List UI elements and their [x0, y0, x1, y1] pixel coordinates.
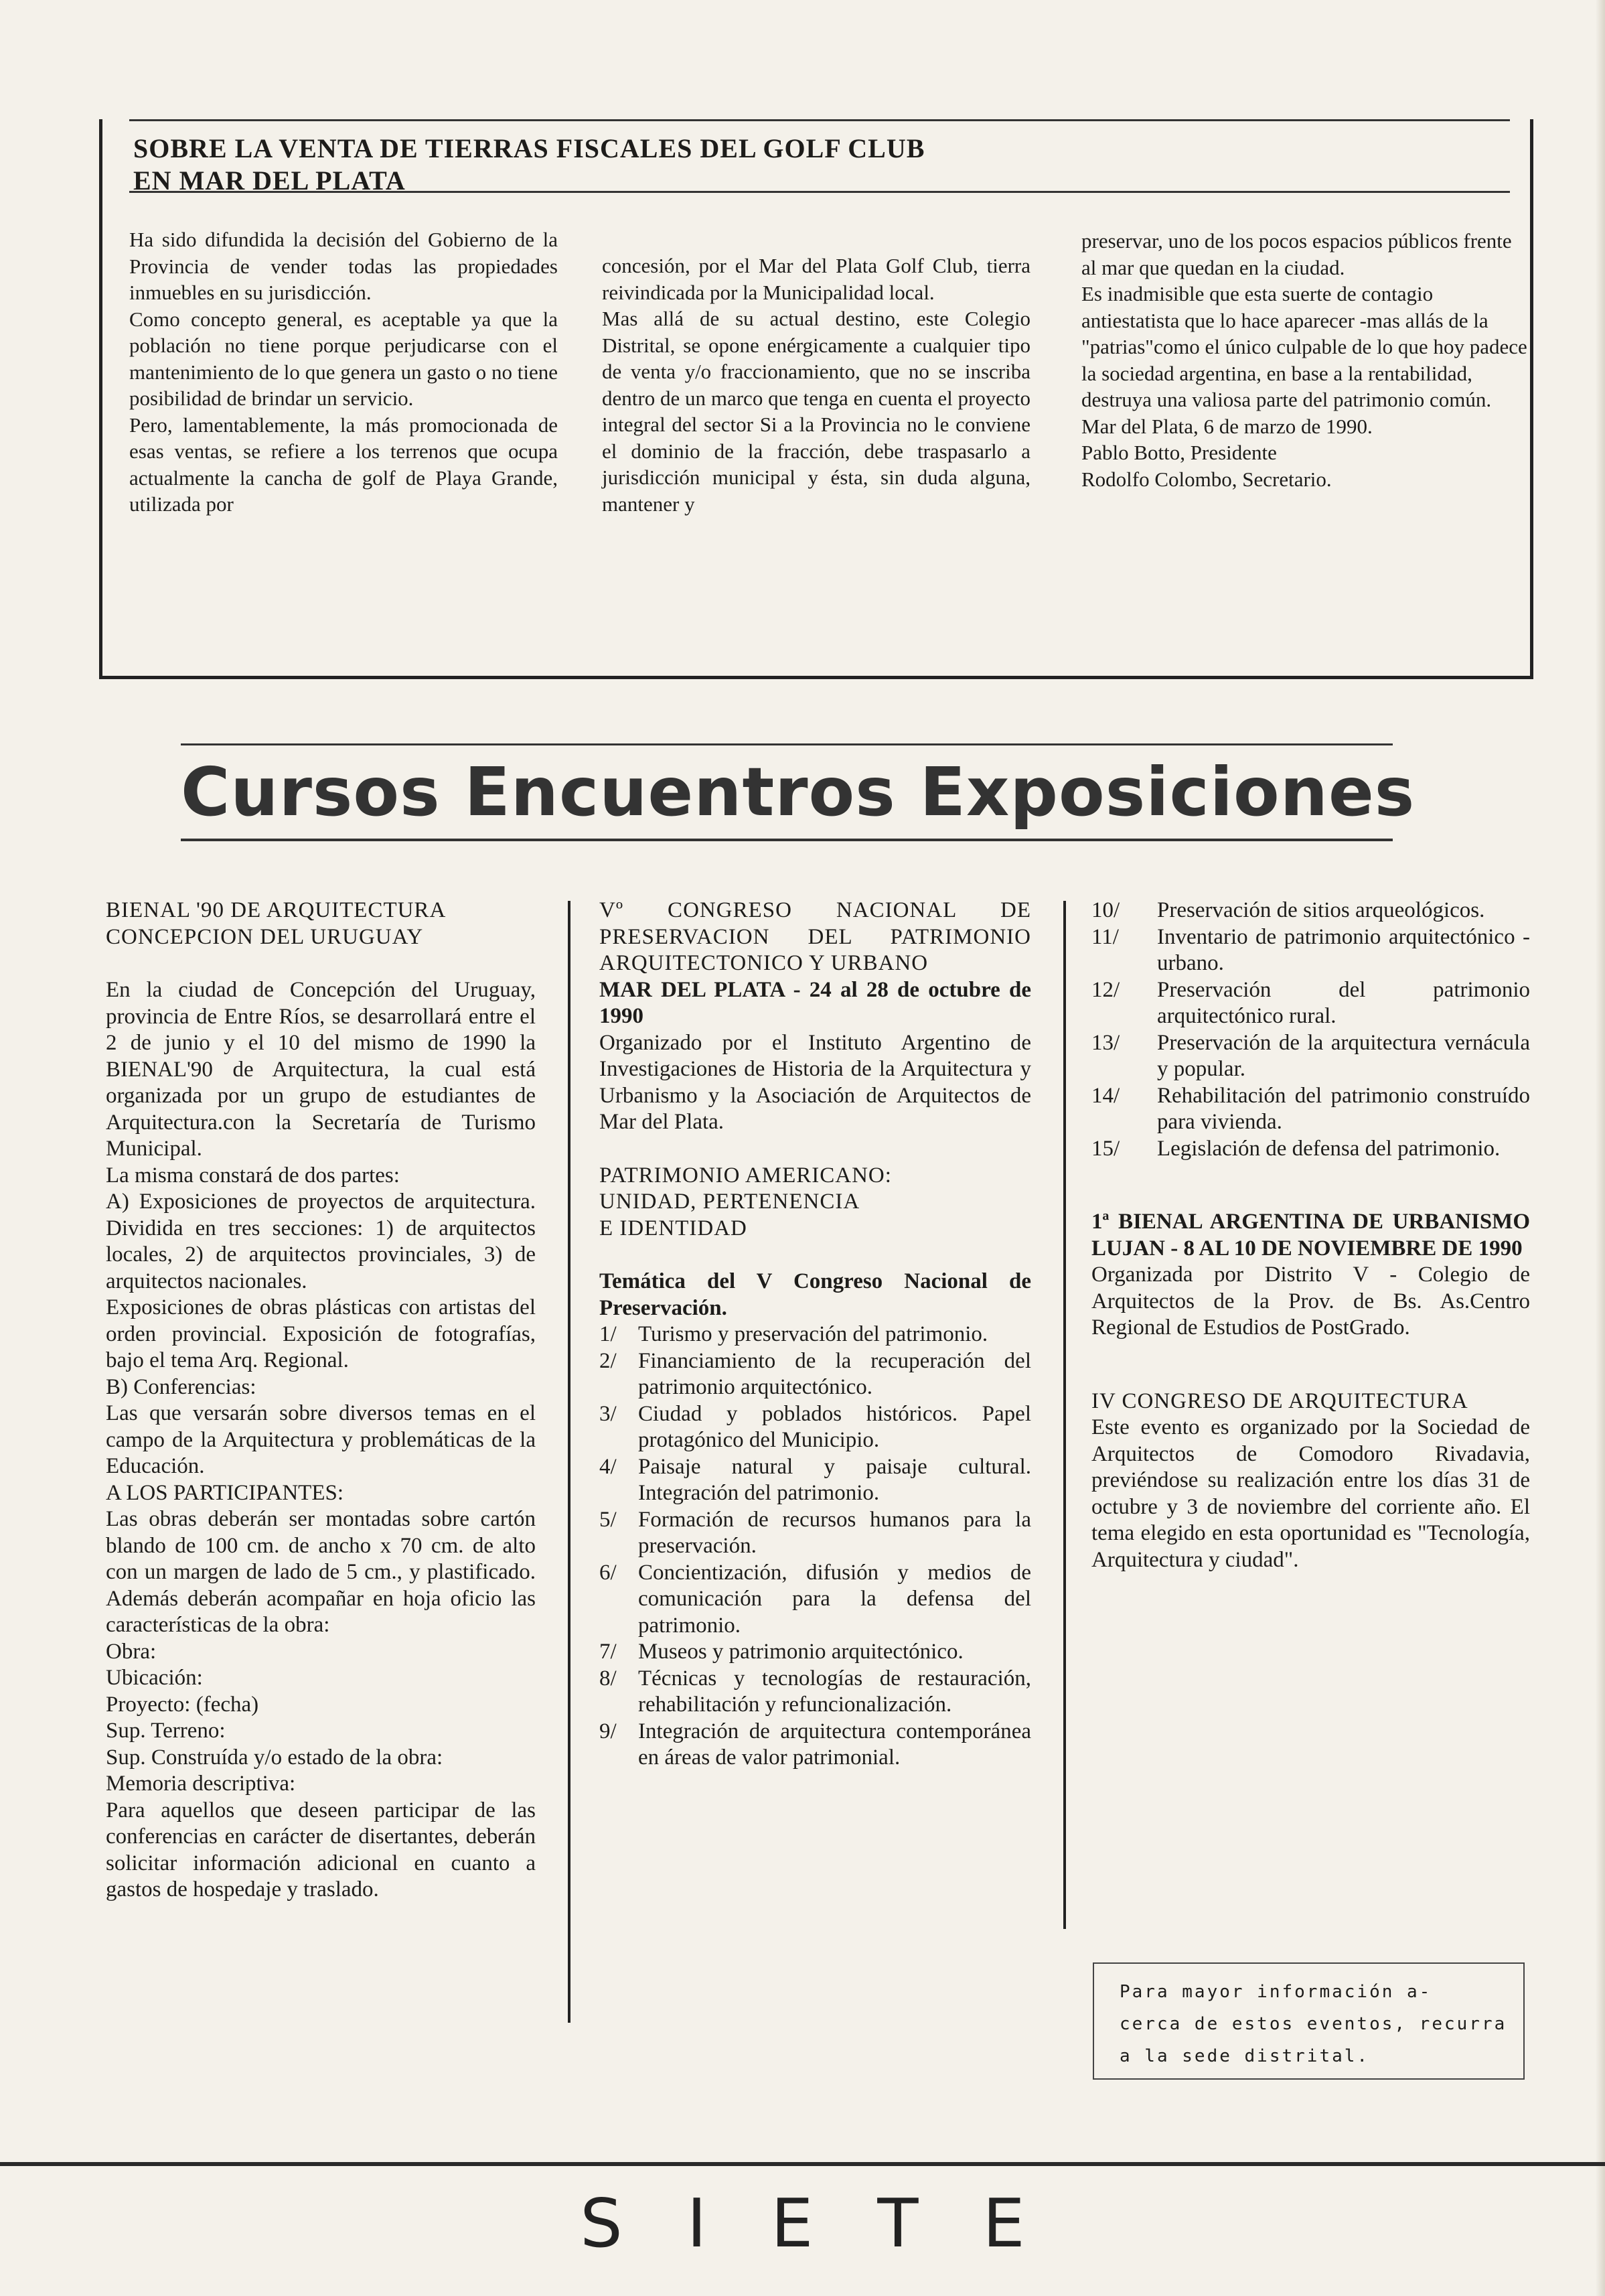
- topic-text: Legislación de defensa del patrimonio.: [1157, 1136, 1501, 1161]
- congress-place-date: MAR DEL PLATA - 24 al 28 de octubre de 1990: [599, 977, 1031, 1028]
- column-bienal-90: [106, 898, 536, 1904]
- letter-column-2: [602, 253, 1030, 517]
- congreso-arquitectura-heading: IV CONGRESO DE ARQUITECTURA: [1091, 1388, 1468, 1413]
- topic-text: Preservación del patrimonio arquitectónico rural.: [1157, 977, 1530, 1028]
- letter-paragraph: Ha sido difundida la decisión del Gobierno de la Provincia de vender todas las propiedades inmuebles en su jurisdicción.: [129, 228, 558, 304]
- patrimonio-heading-3: E IDENTIDAD: [599, 1216, 747, 1240]
- letter-paragraph: concesión, por el Mar del Plata Golf Club, tierra reivindicada por la Municipalidad local.: [602, 254, 1030, 304]
- letter-paragraph: preservar, uno de los pocos espacios públicos frente al mar que quedan en la ciudad.: [1081, 229, 1512, 279]
- topic-text: Concientización, difusión y medios de comunicación para la defensa del patrimonio.: [638, 1560, 1031, 1638]
- topic-text: Preservación de sitios arqueológicos.: [1157, 898, 1485, 922]
- topic-text: Formación de recursos humanos para la preservación.: [638, 1507, 1031, 1558]
- list-item: [599, 1639, 1031, 1666]
- paragraph: A) Exposiciones de proyectos de arquitectura. Dividida en tres secciones: 1) de arquitectos locales, 2) de arquitectos provinciales, 3) de arquitectos nacionales.: [106, 1190, 536, 1293]
- topic-text: Preservación de la arquitectura vernácula y popular.: [1157, 1030, 1530, 1081]
- letter-paragraph: Pero, lamentablemente, la más promocionada de esas ventas, se refiere a los terrenos que ocupa actualmente la cancha de golf de Playa Grande, utilizada por: [129, 413, 558, 516]
- letter-column-3: [1081, 228, 1530, 492]
- letter-top-rule: [129, 119, 1510, 121]
- column-congreso-preservacion: [599, 898, 1031, 1772]
- paragraph: En la ciudad de Concepción del Uruguay, provincia de Entre Ríos, se desarrollará entre el 2 de junio y el 10 del mismo de 1990 la BIENAL'90 de Arquitectura, la cual está organizada por un grupo de estudiantes de Arquitectura.con la Secretaría de Turismo Municipal.: [106, 978, 536, 1161]
- paragraph: Las que versarán sobre diversos temas en el campo de la Arquitectura y problemáticas de la Educación.: [106, 1401, 536, 1478]
- info-line: a la sede distrital.: [1120, 2046, 1370, 2066]
- topic-number: 7/: [599, 1640, 617, 1664]
- topic-list-continued: [1091, 898, 1530, 1162]
- paragraph: Las obras deberán ser montadas sobre cartón blando de 100 cm. de ancho x 70 cm. de alto con un margen de lado de 5 cm., y plastificado. Además deberán acompañar en hoja oficio las características de la obra:: [106, 1507, 536, 1637]
- topic-text: Turismo y preservación del patrimonio.: [638, 1322, 988, 1346]
- letter-paragraph: Mas allá de su actual destino, este Colegio Distrital, se opone enérgicamente a cualquier tipo de venta y/o fraccionamiento, que no se inscriba dentro de un marco que tenga en cuenta el proyecto integral del sector Si a la Provincia no le conviene el dominio de la fracción, debe traspasarlo a jurisdicción municipal y ésta, sin duda alguna, mantener y: [602, 307, 1030, 516]
- list-item: [1091, 1083, 1530, 1136]
- list-item: [599, 1454, 1031, 1507]
- letter-signature-secretary: Rodolfo Colombo, Secretario.: [1081, 467, 1332, 491]
- list-item: [599, 1507, 1031, 1560]
- topic-number: 8/: [599, 1666, 617, 1691]
- paragraph: Exposiciones de obras plásticas con artistas del orden provincial. Exposición de fotografías, bajo el tema Arq. Regional.: [106, 1295, 536, 1372]
- topic-text: Inventario de patrimonio arquitectónico - urbano.: [1157, 924, 1530, 975]
- topic-text: Rehabilitación del patrimonio construído para vivienda.: [1157, 1083, 1530, 1134]
- section-heading-top-rule: [181, 743, 1393, 745]
- bienal-urbanismo-heading: 1ª BIENAL ARGENTINA DE URBANISMO LUJAN - 8 AL 10 DE NOVIEMBRE DE 1990: [1091, 1210, 1530, 1261]
- section-heading-bottom-rule: [181, 839, 1393, 841]
- paragraph: Sup. Construída y/o estado de la obra:: [106, 1745, 443, 1770]
- letter-column-1: [129, 226, 558, 518]
- topic-number: 9/: [599, 1719, 617, 1743]
- list-item: [599, 1666, 1031, 1719]
- tematica-heading: Temática del V Congreso Nacional de Preservación.: [599, 1269, 1031, 1320]
- paragraph: Memoria descriptiva:: [106, 1772, 296, 1796]
- list-item: [599, 1401, 1031, 1454]
- paragraph: Ubicación:: [106, 1666, 203, 1690]
- list-item: [599, 1348, 1031, 1401]
- list-item: [1091, 898, 1530, 924]
- letter-date: Mar del Plata, 6 de marzo de 1990.: [1081, 414, 1373, 438]
- paragraph: Sup. Terreno:: [106, 1719, 226, 1743]
- topic-number: 6/: [599, 1560, 617, 1585]
- info-line: cerca de estos eventos, recurra: [1120, 2014, 1507, 2034]
- letter-paragraph: Es inadmisible que esta suerte de contagio antiestatista que lo hace aparecer -mas allás de la "patrias"como el único culpable de lo que hoy padece la sociedad argentina, en base a la rentabilidad, destruya una valiosa parte del patrimonio común.: [1081, 282, 1527, 411]
- letter-paragraph: Como concepto general, es aceptable ya que la población no tiene porque perjudicarse con el mantenimiento de lo que genera un gasto o no tiene posibilidad de brindar un servicio.: [129, 307, 558, 410]
- paragraph: Obra:: [106, 1639, 157, 1664]
- bienal-90-heading-2: CONCEPCION DEL URUGUAY: [106, 924, 424, 949]
- column-divider: [568, 901, 570, 2023]
- topic-text: Museos y patrimonio arquitectónico.: [638, 1640, 964, 1664]
- page-edge: [1596, 0, 1605, 2296]
- topic-list: [599, 1321, 1031, 1772]
- list-item: [1091, 1136, 1530, 1163]
- bienal-urbanismo-text: Organizada por Distrito V - Colegio de Arquitectos de la Prov. de Bs. As.Centro Regional de Estudios de PostGrado.: [1091, 1263, 1530, 1340]
- letter-title-rule: [129, 191, 1510, 193]
- topic-number: 3/: [599, 1401, 617, 1426]
- patrimonio-heading-2: UNIDAD, PERTENENCIA: [599, 1190, 860, 1214]
- congreso-arquitectura-text: Este evento es organizado por la Sociedad de Arquitectos de Comodoro Rivadavia, previéndose su realización entre los días 31 de octubre y 3 de noviembre del corriente año. El tema elegido en esta oportunidad es "Tecnología, Arquitectura y ciudad".: [1091, 1415, 1530, 1572]
- info-line: Para mayor información a-: [1120, 1982, 1432, 2002]
- topic-number: 1/: [599, 1322, 617, 1346]
- column-other-events: [1091, 898, 1530, 1573]
- letter-title-line-2: EN MAR DEL PLATA: [133, 165, 406, 196]
- topic-text: Ciudad y poblados históricos. Papel protagónico del Municipio.: [638, 1401, 1031, 1452]
- letter-box: [99, 119, 1533, 679]
- topic-number: 11/: [1091, 924, 1119, 949]
- topic-text: Técnicas y tecnologías de restauración, rehabilitación y refuncionalización.: [638, 1666, 1031, 1717]
- topic-number: 15/: [1091, 1136, 1120, 1161]
- topic-number: 5/: [599, 1507, 617, 1532]
- topic-number: 2/: [599, 1348, 617, 1373]
- list-item: [599, 1321, 1031, 1348]
- topic-text: Integración de arquitectura contemporánea en áreas de valor patrimonial.: [638, 1719, 1031, 1770]
- list-item: [599, 1719, 1031, 1772]
- congress-organizers: Organizado por el Instituto Argentino de Investigaciones de Historia de la Arquitectura y Urbanismo y la Asociación de Arquitectos de Mar del Plata.: [599, 1030, 1031, 1134]
- section-heading: Cursos Encuentros Exposiciones: [181, 753, 1416, 831]
- list-item: [1091, 977, 1530, 1030]
- congress-heading: Vº CONGRESO NACIONAL DE PRESERVACION DEL PATRIMONIO ARQUITECTONICO Y URBANO: [599, 898, 1031, 975]
- topic-number: 12/: [1091, 977, 1120, 1002]
- paragraph: A LOS PARTICIPANTES:: [106, 1480, 344, 1505]
- paragraph: Para aquellos que deseen participar de las conferencias en carácter de disertantes, deberán solicitar información adicional en cuanto a gastos de hospedaje y traslado.: [106, 1798, 536, 1902]
- paragraph: La misma constará de dos partes:: [106, 1163, 400, 1188]
- info-box: [1093, 1962, 1525, 2080]
- list-item: [599, 1560, 1031, 1640]
- topic-number: 4/: [599, 1454, 617, 1479]
- topic-text: Paisaje natural y paisaje cultural. Integración del patrimonio.: [638, 1454, 1031, 1505]
- letter-title-line-1: SOBRE LA VENTA DE TIERRAS FISCALES DEL GOLF CLUB: [133, 133, 925, 163]
- page-number-footer: SIETE: [580, 2184, 1089, 2263]
- letter-title: [133, 133, 1499, 197]
- list-item: [1091, 924, 1530, 977]
- topic-text: Financiamiento de la recuperación del patrimonio arquitectónico.: [638, 1348, 1031, 1399]
- paragraph: B) Conferencias:: [106, 1374, 256, 1399]
- list-item: [1091, 1030, 1530, 1083]
- footer-rule: [0, 2162, 1605, 2166]
- topic-number: 13/: [1091, 1030, 1120, 1055]
- letter-signature-president: Pablo Botto, Presidente: [1081, 441, 1277, 464]
- bienal-90-heading-1: BIENAL '90 DE ARQUITECTURA: [106, 898, 447, 922]
- paragraph: Proyecto: (fecha): [106, 1692, 259, 1717]
- topic-number: 10/: [1091, 898, 1120, 922]
- patrimonio-heading-1: PATRIMONIO AMERICANO:: [599, 1163, 892, 1188]
- column-divider: [1063, 901, 1066, 1929]
- topic-number: 14/: [1091, 1083, 1120, 1108]
